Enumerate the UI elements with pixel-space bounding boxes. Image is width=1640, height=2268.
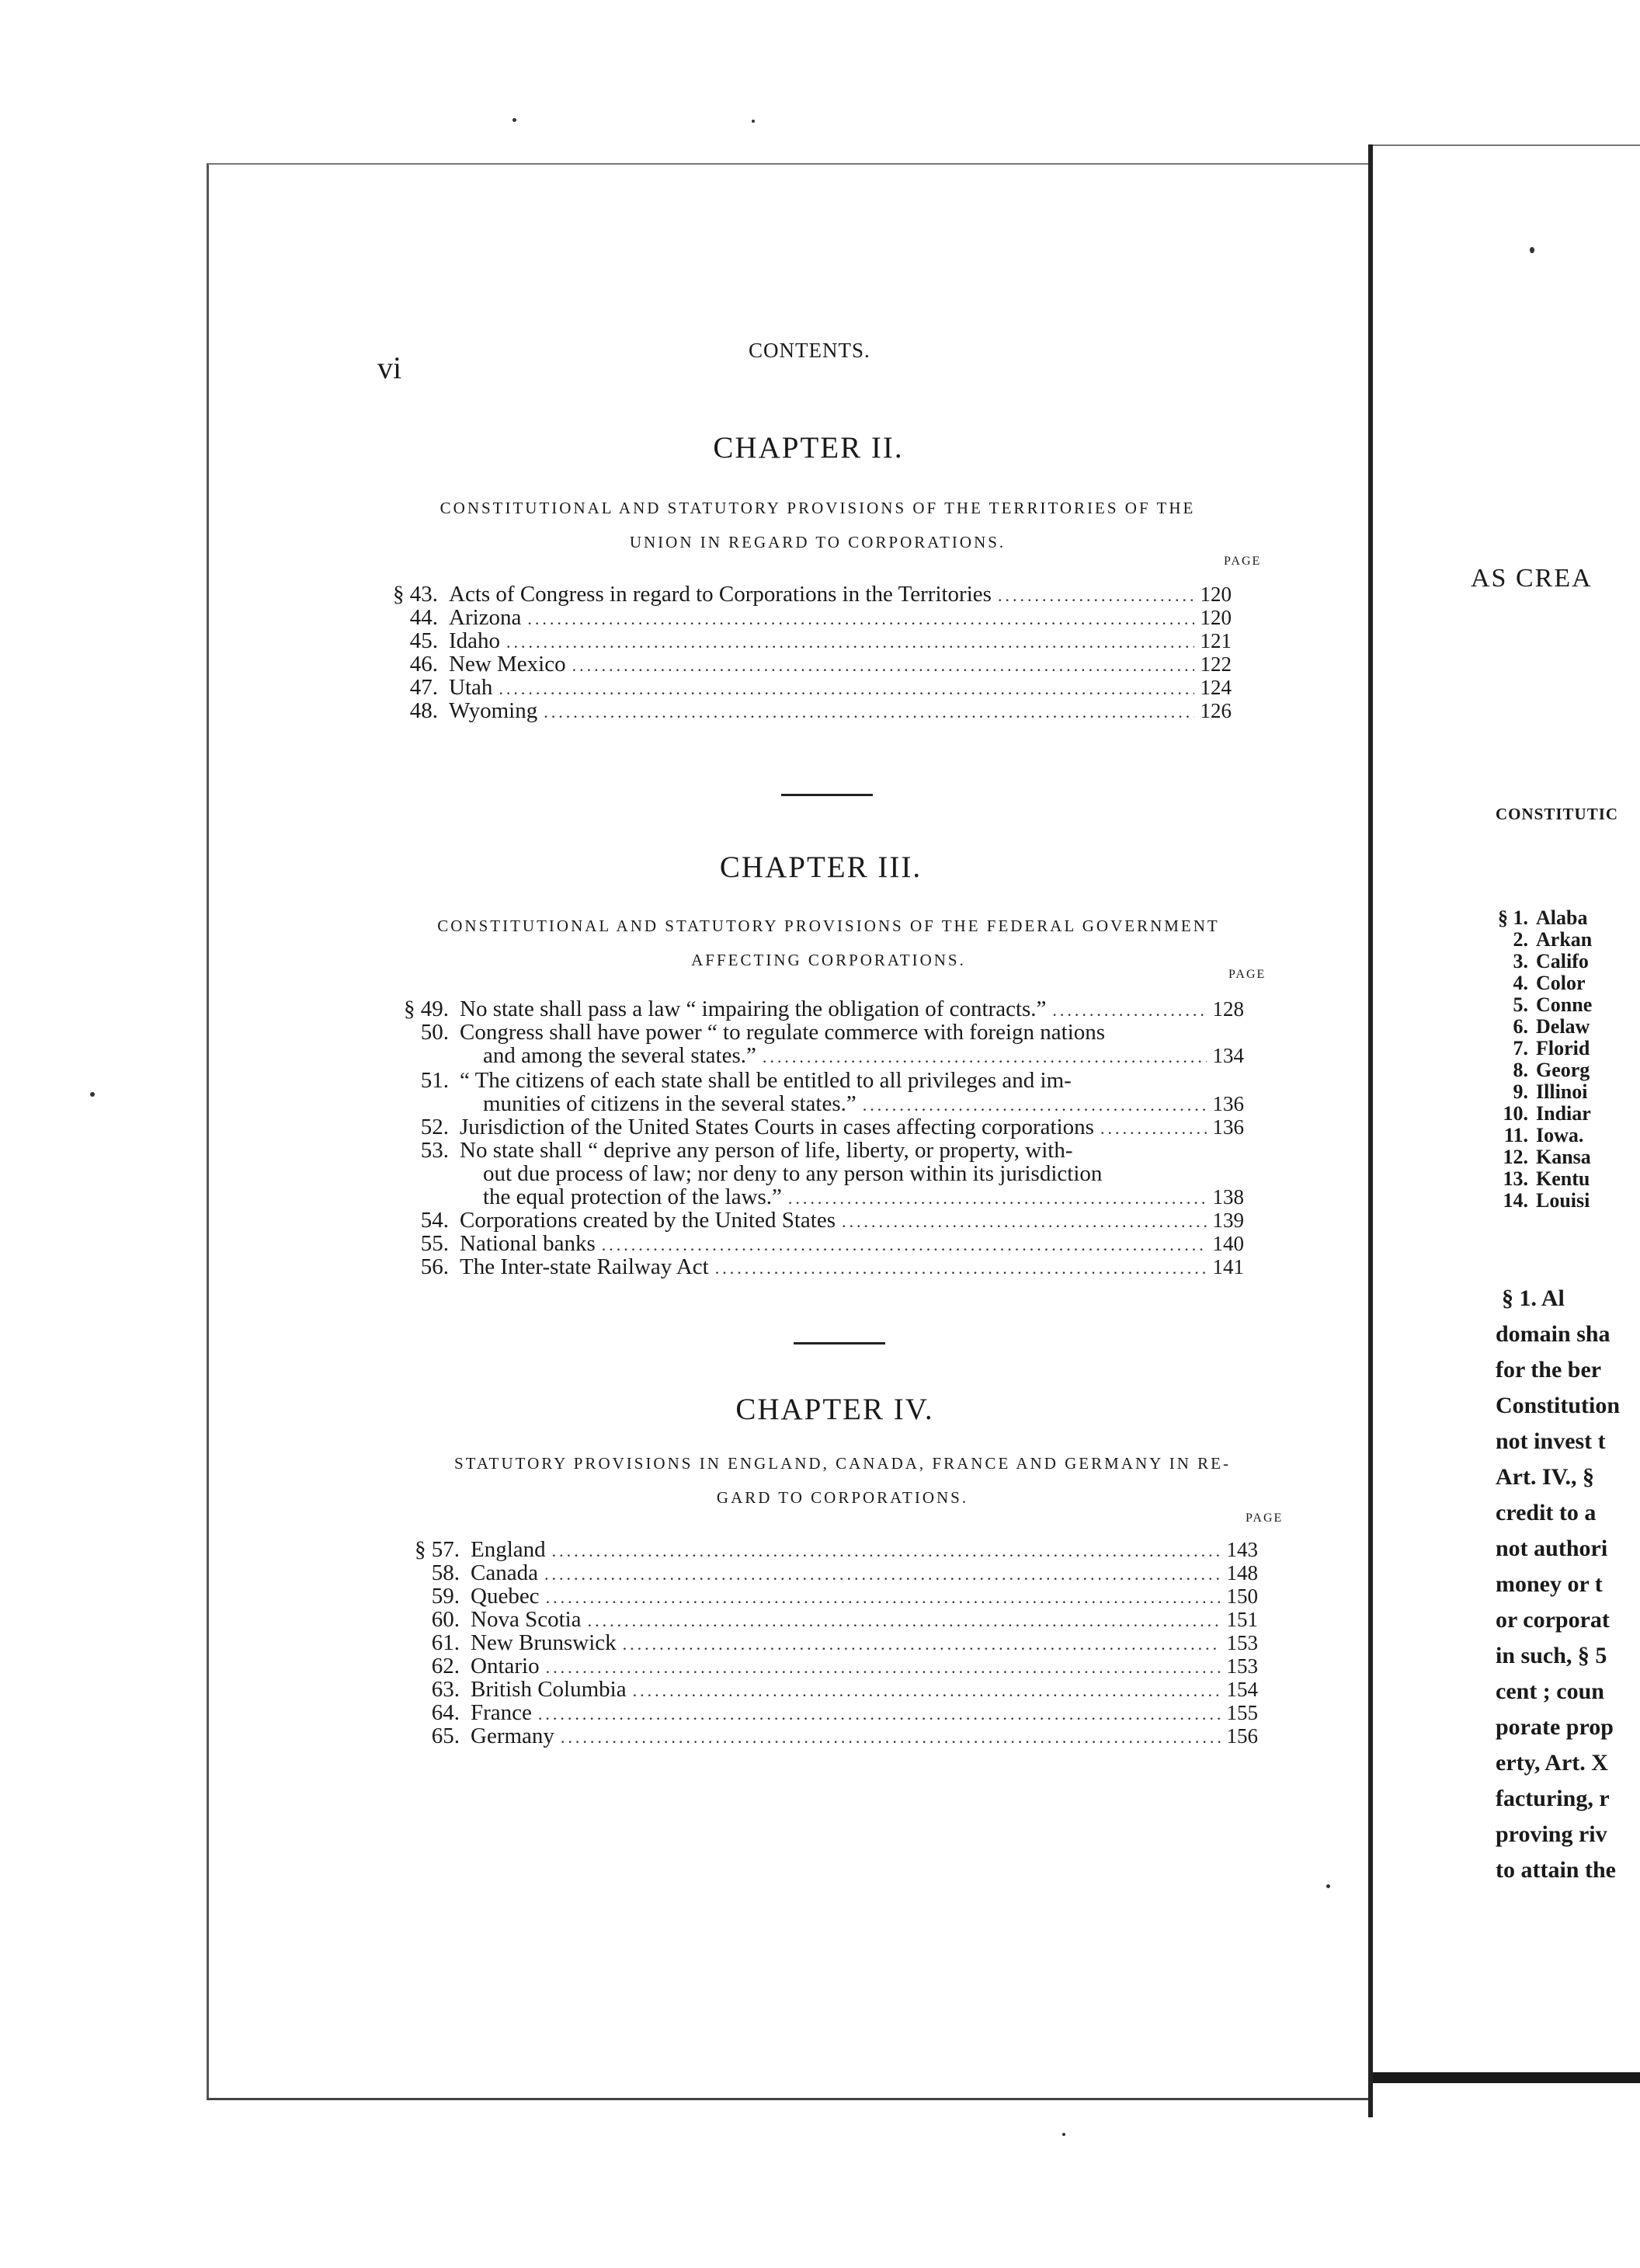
right-page-subheading: CONSTITUTIC xyxy=(1496,805,1619,823)
chapter-4-title: CHAPTER IV. xyxy=(735,1393,934,1426)
chapter-2-subtitle xyxy=(377,491,1258,559)
toc-entry-number: 52. xyxy=(420,1115,449,1139)
right-paragraph-line: Constitution xyxy=(1496,1393,1621,1418)
right-paragraph-line: facturing, r xyxy=(1496,1786,1610,1811)
toc-entry-page: 153 xyxy=(1226,1631,1258,1654)
toc-entry-number: 48. xyxy=(409,698,438,723)
chapter-4-subtitle xyxy=(396,1446,1289,1515)
right-paragraph-line: in such, § 5 xyxy=(1496,1643,1607,1668)
toc-entry-number: 60. xyxy=(431,1607,460,1632)
dot-leader xyxy=(1100,1117,1207,1140)
toc-entry-page: 120 xyxy=(1200,583,1232,606)
scan-speck xyxy=(752,120,755,123)
toc-entry-number: 64. xyxy=(431,1700,460,1725)
chapter-4-subtitle-line1: STATUTORY PROVISIONS IN ENGLAND, CANADA, FRANCE AND GERMANY IN RE- xyxy=(454,1454,1231,1473)
dot-leader xyxy=(715,1257,1207,1280)
right-list-item-text: Kansa xyxy=(1536,1146,1591,1168)
toc-entry-title-cont2: the equal protection of the laws.” xyxy=(483,1184,782,1209)
right-list-item-text: Arkan xyxy=(1536,928,1593,951)
toc-entry-page: 138 xyxy=(1212,1185,1244,1209)
toc-entry-title: National banks xyxy=(460,1231,596,1256)
right-list-item-number: § 1. xyxy=(1498,906,1528,929)
right-list-item-text: Georg xyxy=(1536,1059,1590,1081)
toc-entry-continuation xyxy=(483,1185,1244,1209)
toc-entry-title: No state shall “ deprive any person of life, liberty, or property, with- xyxy=(460,1138,1073,1163)
dot-leader xyxy=(506,631,1194,654)
dot-leader xyxy=(546,1586,1221,1609)
dot-leader xyxy=(623,1633,1221,1656)
chapter-2-page-label: PAGE xyxy=(1224,555,1262,568)
right-paragraph-line: erty, Art. X xyxy=(1496,1750,1608,1776)
toc-entry-page: 121 xyxy=(1200,629,1232,652)
right-list-item xyxy=(1482,1081,1587,1103)
right-list-item-text: Iowa. xyxy=(1536,1124,1584,1146)
toc-entry-page: 124 xyxy=(1200,676,1232,699)
toc-entry xyxy=(396,1678,1258,1701)
toc-entry-title: Jurisdiction of the United States Courts in cases affecting corporations xyxy=(460,1115,1094,1139)
toc-entry-title: Ontario xyxy=(471,1654,540,1678)
toc-entry-title: Germany xyxy=(471,1724,554,1748)
right-list-item-text: Alaba xyxy=(1536,906,1588,929)
toc-entry-number: 53. xyxy=(420,1138,449,1163)
right-list-item xyxy=(1482,1125,1583,1146)
toc-entry-page: 126 xyxy=(1200,699,1232,722)
right-list-item-text: Color xyxy=(1536,972,1586,994)
toc-entry-title: Utah xyxy=(449,675,493,700)
toc-entry-page: 134 xyxy=(1212,1044,1244,1067)
right-list-item-number: 8. xyxy=(1513,1059,1528,1081)
right-list-item-number: 12. xyxy=(1503,1146,1528,1168)
toc-entry-title: Acts of Congress in regard to Corporations in the Territories xyxy=(449,582,992,607)
toc-entry xyxy=(377,652,1232,676)
right-list-item xyxy=(1482,1103,1591,1125)
right-list-item-number: 11. xyxy=(1503,1124,1528,1146)
dot-leader xyxy=(527,607,1194,631)
toc-entry-page: 154 xyxy=(1226,1678,1258,1701)
toc-entry-number: 59. xyxy=(431,1584,460,1609)
toc-entry xyxy=(377,583,1232,606)
right-list-item-number: 2. xyxy=(1513,928,1528,951)
toc-entry-number: 50. xyxy=(420,1020,449,1045)
right-list-item-number: 13. xyxy=(1503,1167,1528,1190)
right-paragraph-line: or corporat xyxy=(1496,1607,1610,1633)
toc-entry-title: British Columbia xyxy=(471,1677,627,1702)
right-list-item xyxy=(1482,972,1586,994)
dot-leader xyxy=(538,1703,1221,1726)
toc-entry-page: 136 xyxy=(1212,1092,1244,1115)
right-list-item-number: 6. xyxy=(1513,1015,1528,1038)
toc-entry-page: 155 xyxy=(1226,1701,1258,1724)
right-list-item-text: Califo xyxy=(1536,950,1589,972)
right-list-item xyxy=(1482,907,1587,929)
toc-entry-number: 61. xyxy=(431,1630,460,1655)
toc-entry-number: 65. xyxy=(431,1724,460,1748)
toc-entry xyxy=(396,1538,1258,1561)
toc-entry-number: 62. xyxy=(431,1654,460,1678)
toc-entry xyxy=(377,629,1232,652)
scan-speck xyxy=(512,118,516,122)
scan-speck xyxy=(1530,247,1534,253)
toc-entry-title: No state shall pass a law “ impairing the obligation of contracts.” xyxy=(460,997,1047,1021)
right-paragraph-line: credit to a xyxy=(1496,1500,1597,1525)
right-list-item xyxy=(1482,1146,1591,1168)
chapter-3-subtitle xyxy=(382,909,1275,977)
toc-entry-number: § 49. xyxy=(404,997,449,1021)
toc-entry-continuation xyxy=(483,1044,1244,1067)
dot-leader xyxy=(572,654,1194,677)
chapter-2-subtitle-line2: UNION IN REGARD TO CORPORATIONS. xyxy=(629,533,1006,551)
right-list-item-number: 9. xyxy=(1513,1080,1528,1103)
toc-entry-title: New Mexico xyxy=(449,652,566,677)
dot-leader xyxy=(633,1679,1221,1703)
toc-entry xyxy=(382,1115,1244,1139)
dot-leader xyxy=(788,1187,1207,1210)
toc-entry-title: Nova Scotia xyxy=(471,1607,582,1632)
section-divider xyxy=(781,794,873,796)
right-list-item-text: Illinoi xyxy=(1536,1080,1588,1103)
toc-entry-title: Quebec xyxy=(471,1584,540,1609)
toc-entry-number: 44. xyxy=(409,605,438,630)
toc-entry xyxy=(382,1255,1244,1278)
dot-leader xyxy=(552,1539,1221,1563)
toc-entry-title: England xyxy=(471,1537,546,1562)
toc-entry-page: 150 xyxy=(1226,1584,1258,1608)
right-paragraph-line: Art. IV., § xyxy=(1496,1464,1594,1490)
dot-leader xyxy=(561,1726,1221,1749)
toc-entry-page: 140 xyxy=(1212,1232,1244,1255)
toc-entry xyxy=(396,1561,1258,1584)
right-paragraph-line: proving riv xyxy=(1496,1821,1607,1847)
toc-entry xyxy=(396,1584,1258,1608)
right-paragraph-line: not invest t xyxy=(1496,1428,1606,1454)
right-list-item-text: Conne xyxy=(1536,993,1593,1016)
dot-leader xyxy=(544,701,1194,724)
right-list-item-text: Kentu xyxy=(1536,1167,1590,1190)
toc-entry xyxy=(396,1608,1258,1631)
right-list-item-number: 4. xyxy=(1513,972,1528,994)
right-list-item xyxy=(1482,1168,1590,1190)
toc-entry-page: 139 xyxy=(1212,1209,1244,1232)
toc-entry-title-cont: munities of citizens in the several states.” xyxy=(483,1091,856,1116)
toc-entry-number: 56. xyxy=(420,1254,449,1279)
toc-entry xyxy=(396,1654,1258,1678)
right-list-item xyxy=(1482,1059,1590,1081)
dot-leader xyxy=(763,1045,1207,1069)
toc-entry-title: Canada xyxy=(471,1560,538,1585)
toc-entry xyxy=(396,1701,1258,1724)
right-list-item-text: Delaw xyxy=(1536,1015,1590,1038)
chapter-4-page-label: PAGE xyxy=(1246,1511,1284,1525)
chapter-2-subtitle-line1: CONSTITUTIONAL AND STATUTORY PROVISIONS OF THE TERRITORIES OF THE xyxy=(440,499,1196,517)
toc-entry-page: 143 xyxy=(1226,1538,1258,1561)
scan-speck xyxy=(1326,1884,1330,1888)
scan-speck xyxy=(1062,2133,1065,2136)
page-number: vi xyxy=(377,350,402,385)
toc-entry-title: The Inter-state Railway Act xyxy=(460,1254,709,1279)
chapter-2-title: CHAPTER II. xyxy=(713,431,904,464)
right-list-item-number: 10. xyxy=(1503,1102,1528,1125)
toc-entry-page: 128 xyxy=(1212,997,1244,1021)
section-divider xyxy=(794,1342,885,1344)
toc-entry xyxy=(377,676,1232,699)
dot-leader xyxy=(1052,999,1206,1022)
toc-entry-page: 151 xyxy=(1226,1608,1258,1631)
toc-entry xyxy=(396,1631,1258,1654)
toc-entry-title-cont: out due process of law; nor deny to any person within its jurisdiction xyxy=(483,1161,1103,1186)
toc-entry-number: § 43. xyxy=(393,582,438,607)
chapter-3-page-label: PAGE xyxy=(1228,968,1266,981)
dot-leader xyxy=(842,1210,1206,1233)
right-paragraph-line: § 1. Al xyxy=(1502,1285,1565,1311)
right-paragraph-line: not authori xyxy=(1496,1536,1608,1561)
dot-leader xyxy=(998,584,1194,607)
toc-entry xyxy=(382,1209,1244,1232)
right-list-item xyxy=(1482,1190,1590,1212)
right-list-item xyxy=(1482,951,1589,972)
toc-entry-number: 46. xyxy=(409,652,438,677)
dot-leader xyxy=(588,1609,1221,1633)
right-list-item-number: 7. xyxy=(1513,1037,1528,1059)
chapter-4-subtitle-line2: GARD TO CORPORATIONS. xyxy=(716,1488,969,1507)
right-list-item-text: Indiar xyxy=(1536,1102,1591,1125)
toc-entry xyxy=(396,1724,1258,1748)
toc-entry xyxy=(382,1069,1244,1092)
right-list-item xyxy=(1482,929,1592,951)
toc-entry-page: 136 xyxy=(1212,1115,1244,1139)
toc-entry xyxy=(382,997,1244,1021)
toc-entry-page: 153 xyxy=(1226,1654,1258,1678)
right-list-item xyxy=(1482,1016,1590,1038)
toc-entry-title: Arizona xyxy=(449,605,522,630)
toc-entry-number: 55. xyxy=(420,1231,449,1256)
right-page-heading: AS CREA xyxy=(1471,564,1593,593)
dot-leader xyxy=(546,1656,1221,1679)
toc-entry-number: § 57. xyxy=(415,1537,460,1562)
toc-entry-title: Congress shall have power “ to regulate commerce with foreign nations xyxy=(460,1020,1106,1045)
right-paragraph-line: money or t xyxy=(1496,1571,1603,1597)
right-list-item xyxy=(1482,994,1592,1016)
toc-entry-continuation xyxy=(483,1092,1244,1115)
toc-entry-title: France xyxy=(471,1700,532,1725)
toc-entry-title: Corporations created by the United States xyxy=(460,1208,836,1233)
chapter-3-subtitle-line1: CONSTITUTIONAL AND STATUTORY PROVISIONS OF THE FEDERAL GOVERNMENT xyxy=(437,917,1220,935)
right-paragraph-line: to attain the xyxy=(1496,1857,1616,1883)
toc-entry-page: 120 xyxy=(1200,606,1232,629)
right-paragraph-line: porate prop xyxy=(1496,1714,1614,1740)
right-list-item-number: 14. xyxy=(1503,1189,1528,1212)
right-paragraph-line: cent ; coun xyxy=(1496,1678,1604,1704)
toc-entry-number: 63. xyxy=(431,1677,460,1702)
toc-entry xyxy=(382,1021,1244,1044)
toc-entry-number: 51. xyxy=(420,1068,449,1093)
toc-entry-number: 45. xyxy=(409,628,438,653)
right-list-item-text: Louisi xyxy=(1536,1189,1590,1212)
toc-entry-page: 122 xyxy=(1200,652,1232,676)
toc-entry xyxy=(382,1139,1244,1162)
dot-leader xyxy=(499,677,1194,701)
toc-entry-title: Idaho xyxy=(449,628,501,653)
right-list-item xyxy=(1482,1038,1590,1059)
right-paragraph-line: for the ber xyxy=(1496,1357,1602,1383)
toc-entry xyxy=(377,699,1232,722)
toc-entry-title: Wyoming xyxy=(449,698,538,723)
right-paragraph-line: domain sha xyxy=(1496,1321,1610,1347)
right-list-item-text: Florid xyxy=(1536,1037,1590,1059)
toc-entry xyxy=(382,1232,1244,1255)
chapter-3-subtitle-line2: AFFECTING CORPORATIONS. xyxy=(691,951,966,969)
dot-leader xyxy=(602,1233,1207,1257)
toc-entry-title: New Brunswick xyxy=(471,1630,617,1655)
toc-entry-number: 47. xyxy=(409,675,438,700)
toc-entry-number: 54. xyxy=(420,1208,449,1233)
toc-entry-number: 58. xyxy=(431,1560,460,1585)
toc-entry-page: 148 xyxy=(1226,1561,1258,1584)
right-list-item-number: 3. xyxy=(1513,950,1528,972)
toc-entry-title-cont: and among the several states.” xyxy=(483,1043,756,1068)
scan-speck xyxy=(90,1092,95,1097)
toc-entry-page: 156 xyxy=(1226,1724,1258,1748)
chapter-3-title: CHAPTER III. xyxy=(719,850,922,884)
right-list-item-number: 5. xyxy=(1513,993,1528,1016)
toc-entry xyxy=(377,606,1232,629)
toc-entry-title: “ The citizens of each state shall be entitled to all privileges and im- xyxy=(460,1068,1072,1093)
toc-entry-page: 141 xyxy=(1212,1255,1244,1278)
dot-leader xyxy=(544,1563,1221,1586)
dot-leader xyxy=(863,1094,1207,1117)
running-head: CONTENTS. xyxy=(749,339,870,362)
